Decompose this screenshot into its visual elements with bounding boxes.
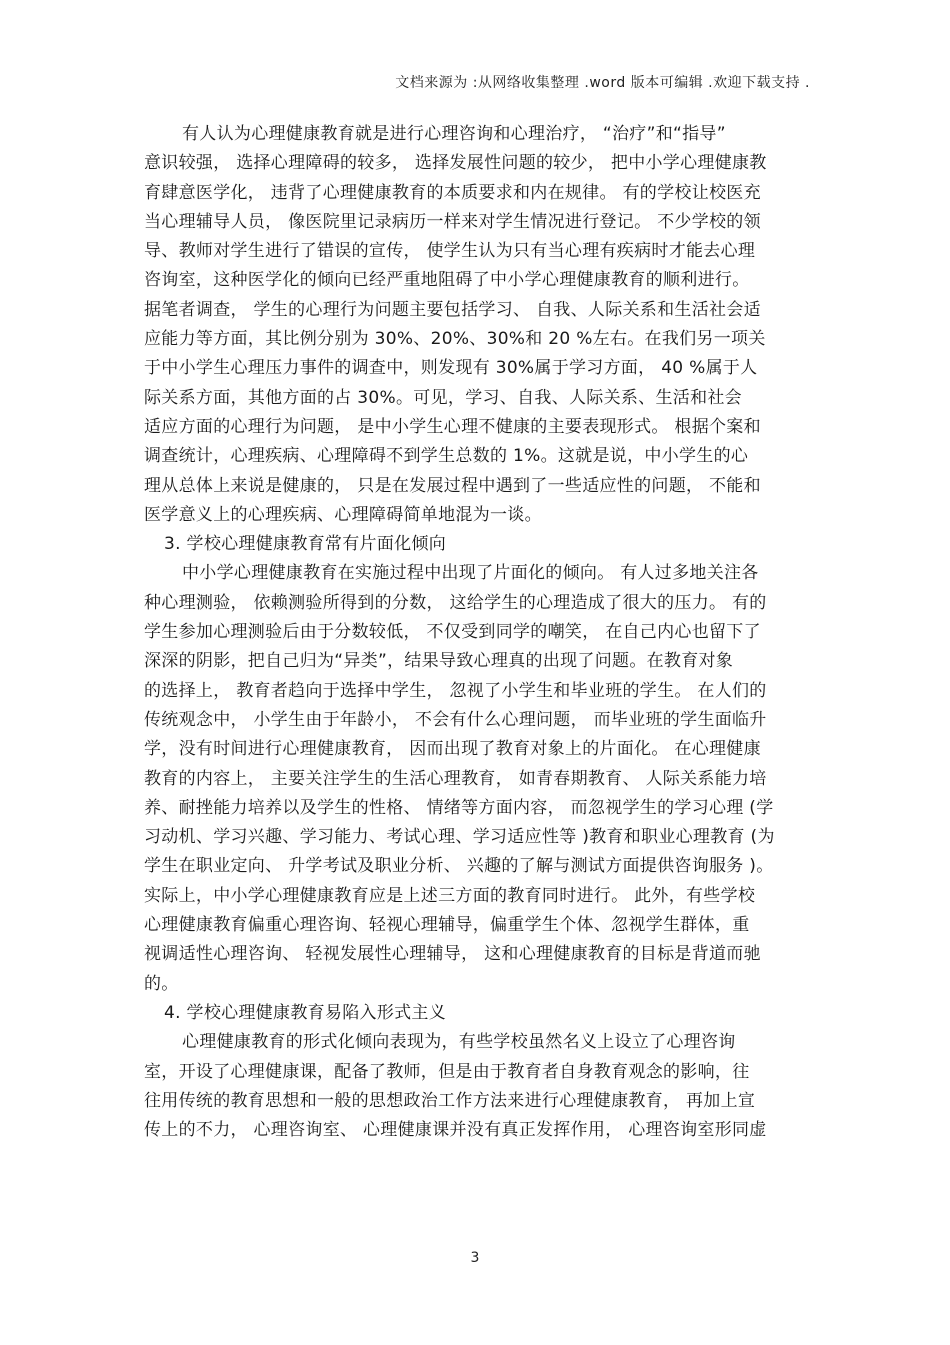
text-line: 实际上，中小学心理健康教育应是上述三方面的教育同时进行。 此外，有些学校 (144, 885, 756, 906)
text-line: 种心理测验， 依赖测验所得到的分数， 这给学生的心理造成了很大的压力。 有的 (144, 592, 767, 613)
text-line: 室，开设了心理健康课，配备了教师，但是由于教育者自身教育观念的影响，往 (144, 1061, 750, 1082)
text-line: 学生参加心理测验后由于分数较低， 不仅受到同学的嘲笑， 在自己内心也留下了 (144, 622, 761, 643)
text-line: 学生在职业定向、 升学考试及职业分析、 兴趣的了解与测试方面提供咨询服务 )。 (144, 856, 774, 877)
text-line: 中小学心理健康教育在实施过程中出现了片面化的倾向。 有人过多地关注各 (182, 563, 759, 584)
text-line: 有人认为心理健康教育就是进行心理咨询和心理治疗， “治疗”和“指导” (182, 124, 726, 144)
text-line: 理从总体上来说是健康的， 只是在发展过程中遇到了一些适应性的问题， 不能和 (144, 475, 761, 496)
text-line: 心理健康教育偏重心理咨询、轻视心理辅导，偏重学生个体、忽视学生群体，重 (144, 915, 750, 936)
text-line: 学，没有时间进行心理健康教育， 因而出现了教育对象上的片面化。 在心理健康 (144, 739, 761, 760)
text-line: 教育的内容上， 主要关注学生的生活心理教育， 如青春期教育、 人际关系能力培 (144, 768, 767, 789)
text-line: 导、教师对学生进行了错误的宣传， 使学生认为只有当心理有疾病时才能去心理 (144, 241, 756, 262)
text-line: 往用传统的教育思想和一般的思想政治工作方法来进行心理健康教育， 再加上宣 (144, 1090, 756, 1111)
text-line: 应能力等方面，其比例分别为 30%、20%、30%和 20 %左右。在我们另一项关 (144, 329, 766, 350)
text-line: 医学意义上的心理疾病、心理障碍简单地混为一谈。 (144, 504, 542, 525)
section-heading: 4. 学校心理健康教育易陷入形式主义 (164, 1002, 447, 1023)
document-body (144, 120, 810, 1145)
text-line: 据笔者调查， 学生的心理行为问题主要包括学习、 自我、人际关系和生活社会适 (144, 299, 761, 320)
text-line: 适应方面的心理行为问题， 是中小学生心理不健康的主要表现形式。 根据个案和 (144, 416, 761, 437)
text-line: 习动机、学习兴趣、学习能力、考试心理、学习适应性等 )教育和职业心理教育 (为 (144, 827, 775, 848)
text-line: 际关系方面，其他方面的占 30%。可见，学习、自我、人际关系、生活和社会 (144, 387, 742, 408)
text-line: 的。 (144, 973, 179, 994)
text-line: 心理健康教育的形式化倾向表现为，有些学校虽然名义上设立了心理咨询 (182, 1032, 736, 1053)
text-line: 深深的阴影，把自己归为“异类”，结果导致心理真的出现了问题。在教育对象 (144, 651, 734, 672)
text-line: 传统观念中， 小学生由于年龄小， 不会有什么心理问题， 而毕业班的学生面临升 (144, 709, 767, 730)
text-line: 养、耐挫能力培养以及学生的性格、 情绪等方面内容， 而忽视学生的学习心理 (学 (144, 797, 774, 818)
section-heading: 3. 学校心理健康教育常有片面化倾向 (164, 534, 447, 555)
text-line: 于中小学生心理压力事件的调查中，则发现有 30%属于学习方面， 40 %属于人 (144, 358, 758, 379)
page-number: 3 (470, 1250, 480, 1266)
text-line: 的选择上， 教育者趋向于选择中学生， 忽视了小学生和毕业班的学生。 在人们的 (144, 680, 767, 701)
text-line: 视调适性心理咨询、 轻视发展性心理辅导， 这和心理健康教育的目标是背道而驰 (144, 944, 761, 965)
text-line: 育肆意医学化， 违背了心理健康教育的本质要求和内在规律。 有的学校让校医充 (144, 182, 761, 203)
text-line: 咨询室，这种医学化的倾向已经严重地阻碍了中小学心理健康教育的顺利进行。 (144, 270, 750, 291)
text-line: 调查统计，心理疾病、心理障碍不到学生总数的 1%。这就是说，中小学生的心 (144, 446, 749, 467)
page-header: 文档来源为 :从网络收集整理 .word 版本可编辑 .欢迎下载支持 . (395, 75, 810, 91)
text-line: 意识较强， 选择心理障碍的较多， 选择发展性问题的较少， 把中小学心理健康教 (144, 153, 767, 174)
text-line: 传上的不力， 心理咨询室、 心理健康课并没有真正发挥作用， 心理咨询室形同虚 (144, 1120, 767, 1141)
text-line: 当心理辅导人员， 像医院里记录病历一样来对学生情况进行登记。 不少学校的领 (144, 211, 761, 232)
